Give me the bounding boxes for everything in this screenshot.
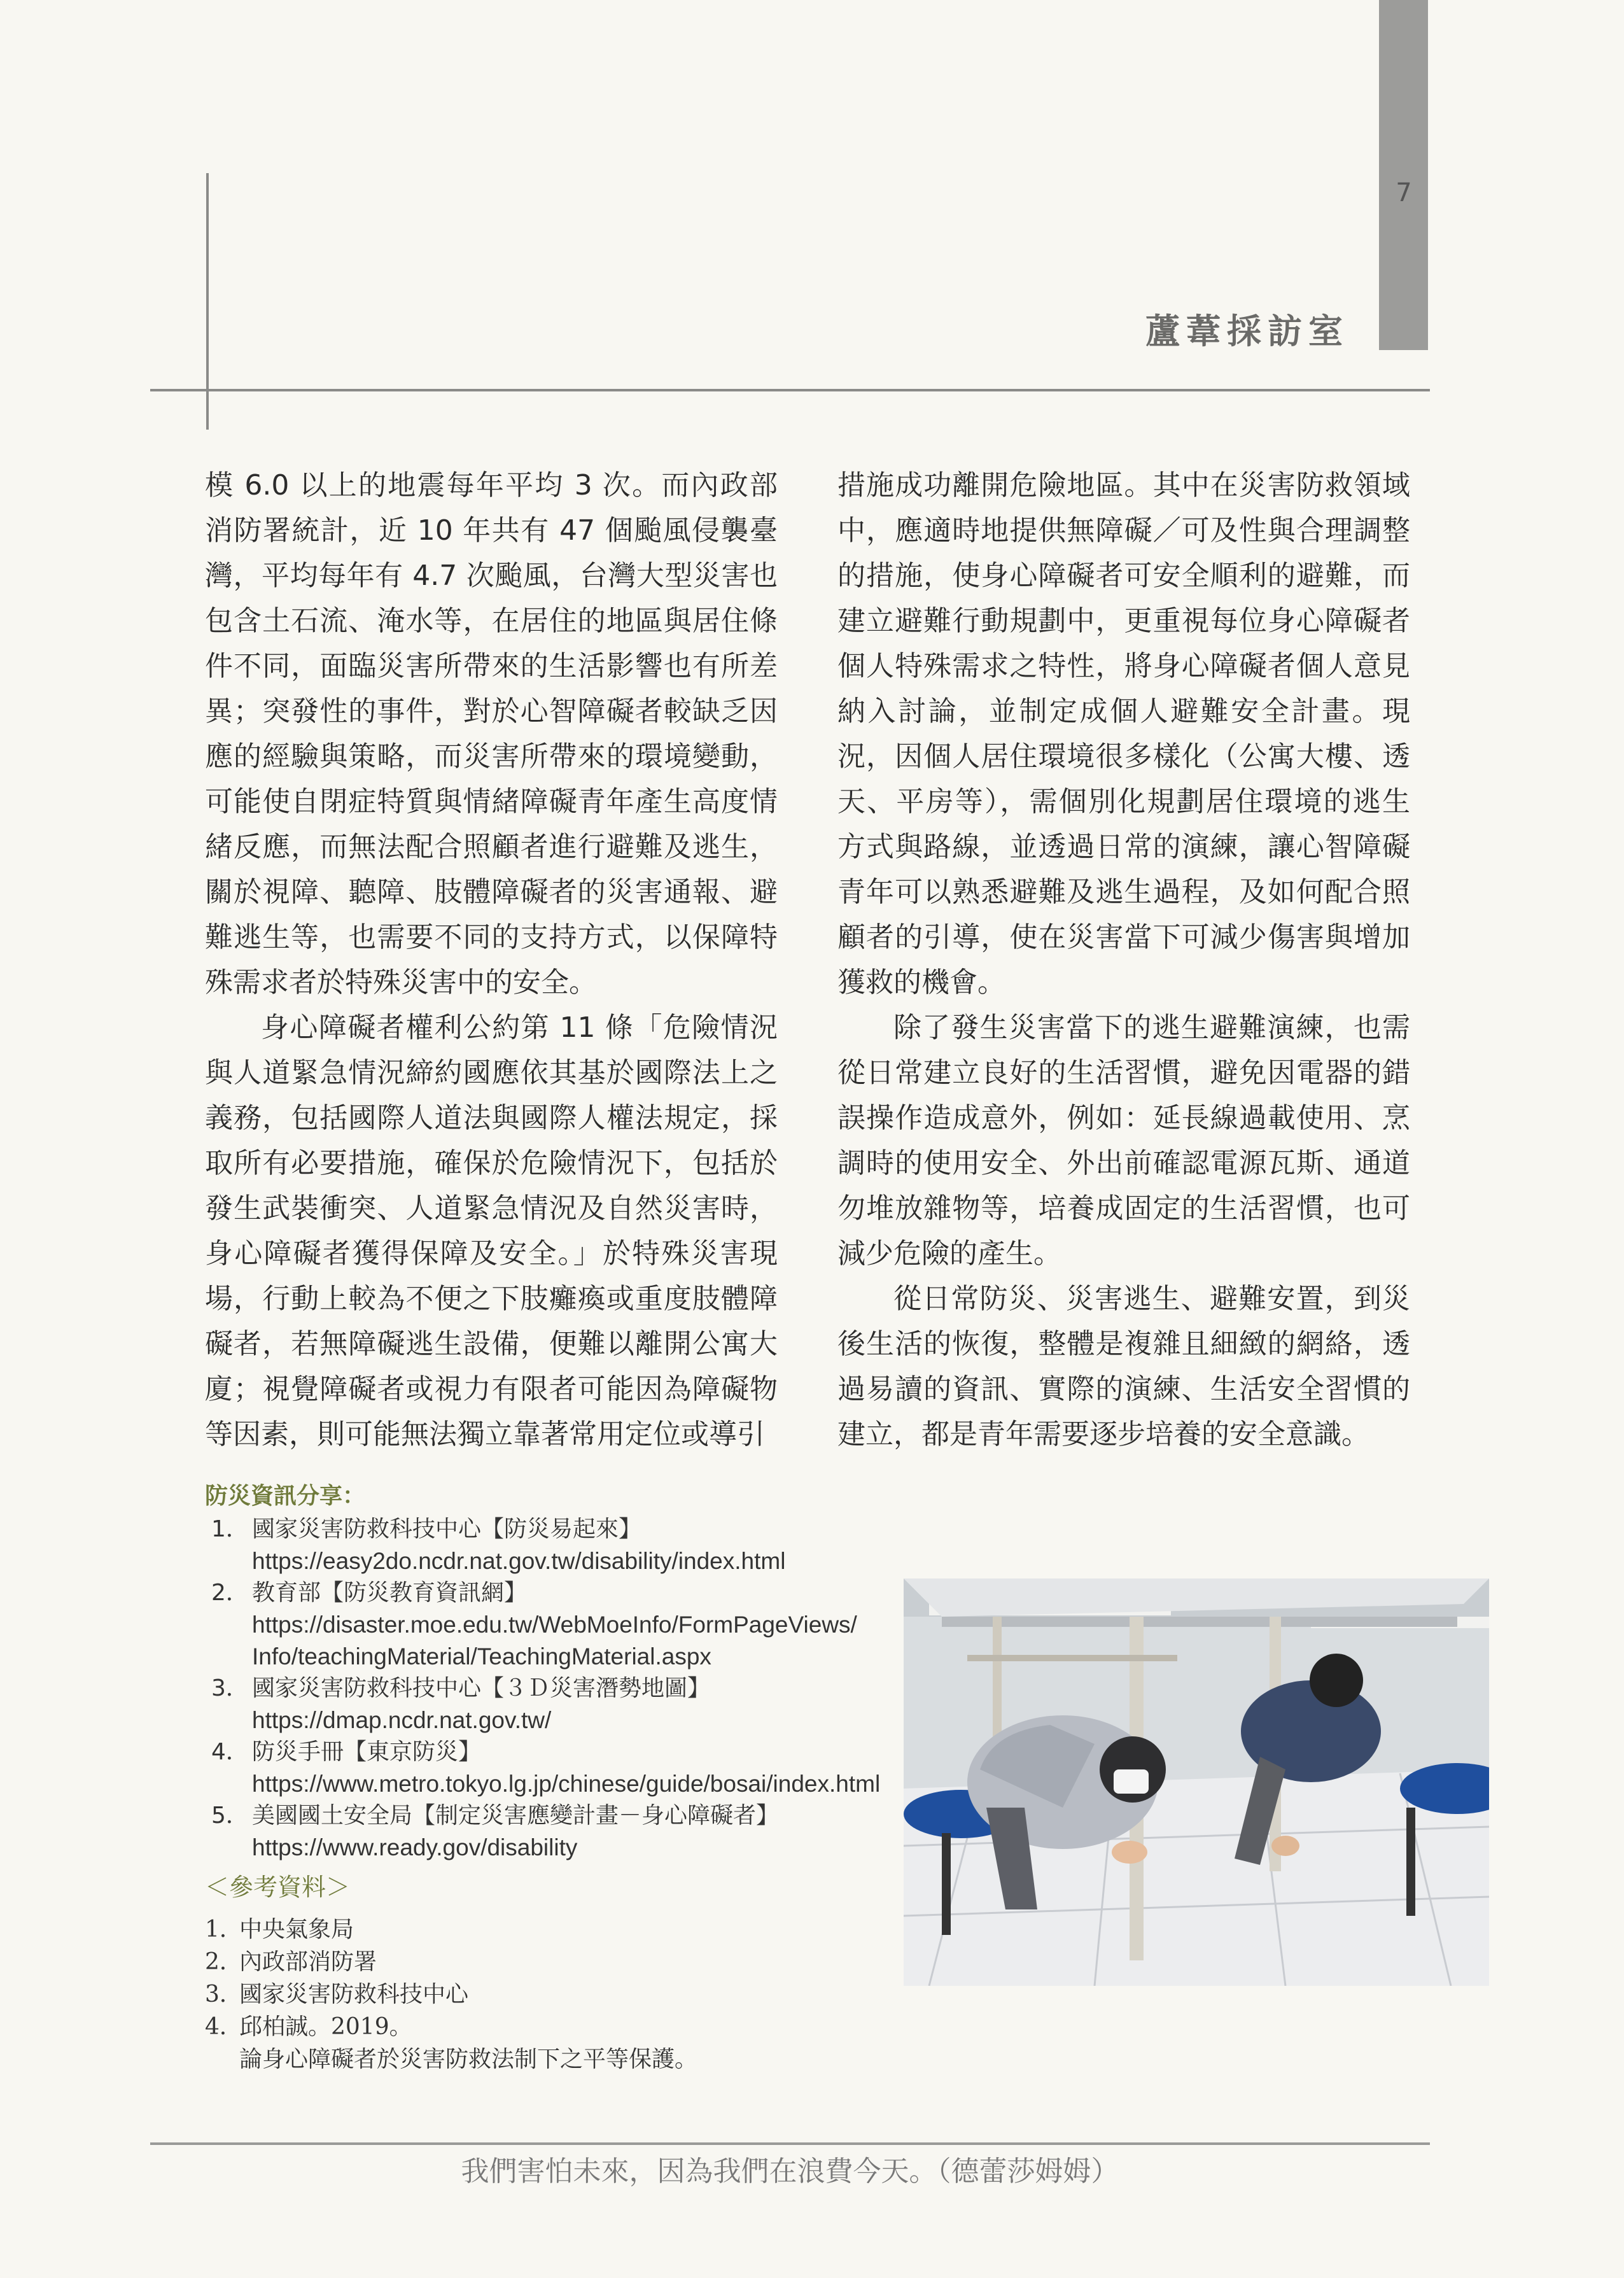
section-title: 蘆葦採訪室 bbox=[1145, 311, 1349, 351]
reference-text-cont: 論身心障礙者於災害防救法制下之平等保護。 bbox=[239, 2046, 698, 2072]
info-item-label: 國家災害防救科技中心【防災易起來】 bbox=[252, 1516, 642, 1542]
info-item-link[interactable]: https://www.metro.tokyo.lg.jp/chinese/guide/bosai/index.html bbox=[252, 1771, 881, 1797]
right-paragraph-3: 從日常防災、災害逃生、避難安置，到災後生活的恢復，整體是複雜且細緻的網絡，透過易讀的資訊、實際的演練、生活安全習慣的建立，都是青年需要逐步培養的安全意識。 bbox=[837, 1283, 1410, 1451]
list-item: 4． 防災手冊【東京防災】 https://www.metro.tokyo.lg.jp/chinese/guide/bosai/index.html bbox=[205, 1736, 905, 1800]
page-tab-bar bbox=[1379, 0, 1428, 350]
list-item: 2． 教育部【防災教育資訊網】 https://disaster.moe.edu.tw/WebMoeInfo/FormPageViews/ Info/teachingMaterial/TeachingMaterial.aspx bbox=[205, 1577, 905, 1673]
info-share-title: 防災資訊分享： bbox=[205, 1483, 366, 1509]
info-item-link[interactable]: https://disaster.moe.edu.tw/WebMoeInfo/FormPageViews/ bbox=[252, 1612, 857, 1638]
info-item-link-cont[interactable]: Info/teachingMaterial/TeachingMaterial.aspx bbox=[252, 1643, 711, 1670]
list-item: 4． 邱柏誠。2019。 論身心障礙者於災害防救法制下之平等保護。 bbox=[205, 2014, 698, 2072]
left-paragraph-1: 模 6.0 以上的地震每年平均 3 次。而內政部消防署統計，近 10 年共有 47 個颱風侵襲臺灣，平均每年有 4.7 次颱風，台灣大型災害也包含土石流、淹水等，在居住的地區與居住條件不同，面臨災害所帶來的生活影響也有所差異；突發性的事件，對於心智障礙者較缺乏因應的經驗與策略，而災害所帶來的環境變動，可能使自閉症特質與情緒障礙青年產生高度情緒反應，而無法配合照顧者進行避難及逃生，關於視障、聽障、肢體障礙者的災害通報、避難逃生等，也需要不同的支持方式，以保障特殊需求者於特殊災害中的安全。 bbox=[205, 469, 778, 999]
list-item: 2． 內政部消防署 bbox=[205, 1949, 377, 1975]
page-number: 7 bbox=[1396, 178, 1412, 207]
drill-photo-illustration bbox=[904, 1578, 1489, 1986]
reference-text: 國家災害防救科技中心 bbox=[239, 1981, 469, 2007]
left-paragraph-2: 身心障礙者權利公約第 11 條「危險情況與人道緊急情況締約國應依其基於國際法上之義務，包括國際人道法與國際人權法規定，採取所有必要措施，確保於危險情況下，包括於發生武裝衝突、人道緊急情況及自然災害時，身心障礙者獲得保障及安全。」於特殊災害現場，行動上較為不便之下肢癱瘓或重度肢體障礙者，若無障礙逃生設備，便難以離開公寓大廈；視覺障礙者或視力有限者可能因為障礙物等因素，則可能無法獨立靠著常用定位或導引 bbox=[205, 1011, 778, 1451]
info-item-link[interactable]: https://easy2do.ncdr.nat.gov.tw/disability/index.html bbox=[252, 1548, 786, 1574]
info-item-link[interactable]: https://www.ready.gov/disability bbox=[252, 1834, 578, 1860]
info-item-label: 教育部【防災教育資訊網】 bbox=[252, 1580, 528, 1606]
info-share-section bbox=[205, 1480, 905, 2076]
reference-text: 中央氣象局 bbox=[239, 1916, 354, 1943]
list-item: 1． 國家災害防救科技中心【防災易起來】 https://easy2do.ncdr.nat.gov.tw/disability/index.html bbox=[205, 1514, 905, 1577]
references-title: ＜參考資料＞ bbox=[205, 1873, 351, 1901]
reference-text: 內政部消防署 bbox=[239, 1949, 377, 1975]
info-item-label: 防災手冊【東京防災】 bbox=[252, 1739, 482, 1765]
list-item: 3． 國家災害防救科技中心 bbox=[205, 1981, 469, 2007]
right-paragraph-2: 除了發生災害當下的逃生避難演練，也需從日常建立良好的生活習慣，避免因電器的錯誤操作造成意外，例如：延長線過載使用、烹調時的使用安全、外出前確認電源瓦斯、通道勿堆放雜物等，培養成固定的生活習慣，也可減少危險的產生。 bbox=[837, 1011, 1410, 1270]
footer-rule bbox=[150, 2142, 1430, 2145]
right-paragraph-1: 措施成功離開危險地區。其中在災害防救領域中，應適時地提供無障礙／可及性與合理調整的措施，使身心障礙者可安全順利的避難，而建立避難行動規劃中，更重視每位身心障礙者個人特殊需求之特性，將身心障礙者個人意見納入討論，並制定成個人避難安全計畫。現況，因個人居住環境很多樣化（公寓大樓、透天、平房等），需個別化規劃居住環境的逃生方式與路線，並透過日常的演練，讓心智障礙青年可以熟悉避難及逃生過程，及如何配合照顧者的引導，使在災害當下可減少傷害與增加獲救的機會。 bbox=[837, 469, 1410, 999]
info-share-list bbox=[205, 1514, 905, 1864]
left-column bbox=[205, 463, 778, 1457]
header-horizontal-rule bbox=[150, 389, 1430, 391]
info-item-label: 美國國土安全局【制定災害應變計畫－身心障礙者】 bbox=[252, 1803, 780, 1829]
right-column bbox=[837, 463, 1410, 1457]
footer-quote: 我們害怕未來，因為我們在浪費今天。（德蕾莎姆姆） bbox=[461, 2155, 1119, 2188]
references-list bbox=[205, 1913, 905, 2076]
list-item: 1． 中央氣象局 bbox=[205, 1916, 354, 1943]
list-item: 3． 國家災害防救科技中心【３Ｄ災害潛勢地圖】 https://dmap.ncdr.nat.gov.tw/ bbox=[205, 1673, 905, 1736]
list-item: 5． 美國國土安全局【制定災害應變計畫－身心障礙者】 https://www.ready.gov/disability bbox=[205, 1800, 905, 1864]
drill-photo bbox=[904, 1578, 1489, 1986]
info-item-link[interactable]: https://dmap.ncdr.nat.gov.tw/ bbox=[252, 1707, 552, 1733]
reference-text: 邱柏誠。2019。 bbox=[239, 2014, 412, 2040]
info-item-label: 國家災害防救科技中心【３Ｄ災害潛勢地圖】 bbox=[252, 1675, 711, 1701]
